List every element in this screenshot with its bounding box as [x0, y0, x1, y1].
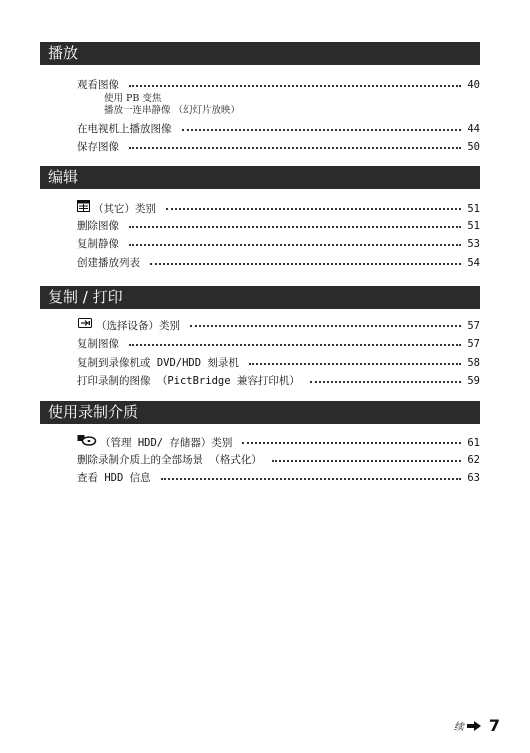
- toc-page-number: 44: [467, 123, 480, 135]
- section-heading-recording-media: 使用录制介质: [40, 401, 480, 424]
- toc-entry-title: 保存图像: [77, 141, 119, 153]
- other-category-icon: [77, 200, 90, 217]
- toc-entry-title-wrap: [77, 200, 164, 217]
- device-select-icon: [77, 317, 93, 334]
- toc-entry-title: 观看图像: [77, 79, 119, 91]
- toc-subentry-pb-zoom: 使用 PB 变焦: [104, 93, 162, 104]
- toc-entry-delete-images[interactable]: [77, 218, 480, 234]
- toc-subentry-slideshow: 播放一连串静像 （幻灯片放映）: [104, 105, 241, 116]
- toc-entry-create-playlist[interactable]: [77, 255, 480, 271]
- toc-entry-other-category[interactable]: [77, 200, 480, 216]
- toc-entry-title: 复制图像: [77, 338, 119, 350]
- toc-entry-dub-images[interactable]: [77, 336, 480, 352]
- toc-entry-title: （管理 HDD/ 存储器）类别: [100, 436, 233, 449]
- manage-media-icon: [77, 434, 97, 451]
- page-footer: [454, 716, 500, 735]
- dot-leader: [150, 263, 461, 265]
- toc-entry-print-images[interactable]: [77, 373, 480, 389]
- toc-entry-title: （其它）类别: [93, 202, 156, 215]
- dot-leader: [182, 129, 462, 131]
- toc-page-number: 54: [467, 257, 480, 269]
- toc-entry-save-images[interactable]: [77, 139, 480, 155]
- toc-page-number: 59: [467, 375, 480, 387]
- toc-page-number: 51: [467, 220, 480, 232]
- toc-entry-title: （选择设备）类别: [96, 319, 180, 332]
- toc-entry-title: 复制静像: [77, 238, 119, 250]
- toc-page-number: 61: [467, 437, 480, 449]
- dot-leader: [249, 363, 461, 365]
- toc-page-number: 50: [467, 141, 480, 153]
- toc-entry-title: 在电视机上播放图像: [77, 123, 172, 135]
- toc-entry-manage-media-category[interactable]: [77, 434, 480, 450]
- toc-page-number: 51: [467, 203, 480, 215]
- toc-entry-copy-stills[interactable]: [77, 236, 480, 252]
- toc-entry-device-category[interactable]: [77, 317, 480, 333]
- toc-entry-title-wrap: [77, 317, 188, 334]
- dot-leader: [190, 325, 461, 327]
- page-number: 7: [488, 716, 500, 735]
- dot-leader: [272, 460, 462, 462]
- toc-entry-title: 删除图像: [77, 220, 119, 232]
- section-heading-edit: 编辑: [40, 166, 480, 189]
- toc-page-number: 53: [467, 238, 480, 250]
- toc-entry-title: 创建播放列表: [77, 257, 140, 269]
- dot-leader: [310, 381, 461, 383]
- toc-entry-hdd-info[interactable]: [77, 470, 480, 486]
- toc-page-number: 62: [467, 454, 480, 466]
- toc-entry-dub-to-recorder[interactable]: [77, 355, 480, 371]
- continue-label: 续: [453, 722, 464, 733]
- arrow-right-icon: [467, 716, 481, 735]
- dot-leader: [129, 85, 461, 87]
- toc-entry-format-media[interactable]: [77, 452, 480, 468]
- toc-page-number: 57: [467, 320, 480, 332]
- toc-entry-title: 查看 HDD 信息: [77, 472, 151, 484]
- dot-leader: [129, 344, 461, 346]
- dot-leader: [129, 147, 461, 149]
- toc-entry-title: 打印录制的图像 （PictBridge 兼容打印机）: [77, 375, 300, 387]
- toc-page-number: 57: [467, 338, 480, 350]
- toc-page-number: 40: [467, 79, 480, 91]
- dot-leader: [129, 226, 461, 228]
- toc-entry-play-on-tv[interactable]: [77, 121, 480, 137]
- section-heading-playback: 播放: [40, 42, 480, 65]
- dot-leader: [129, 244, 461, 246]
- dot-leader: [242, 442, 461, 444]
- dot-leader: [161, 478, 462, 480]
- toc-page-number: 63: [467, 472, 480, 484]
- toc-entry-title: 复制到录像机或 DVD/HDD 刻录机: [77, 357, 239, 369]
- toc-entry-title: 删除录制介质上的全部场景 （格式化）: [77, 454, 262, 466]
- toc-page-number: 58: [467, 357, 480, 369]
- dot-leader: [166, 208, 461, 210]
- toc-entry-view-images[interactable]: [77, 77, 480, 93]
- toc-entry-title-wrap: [77, 434, 240, 451]
- section-heading-dub-print: 复制 / 打印: [40, 286, 480, 309]
